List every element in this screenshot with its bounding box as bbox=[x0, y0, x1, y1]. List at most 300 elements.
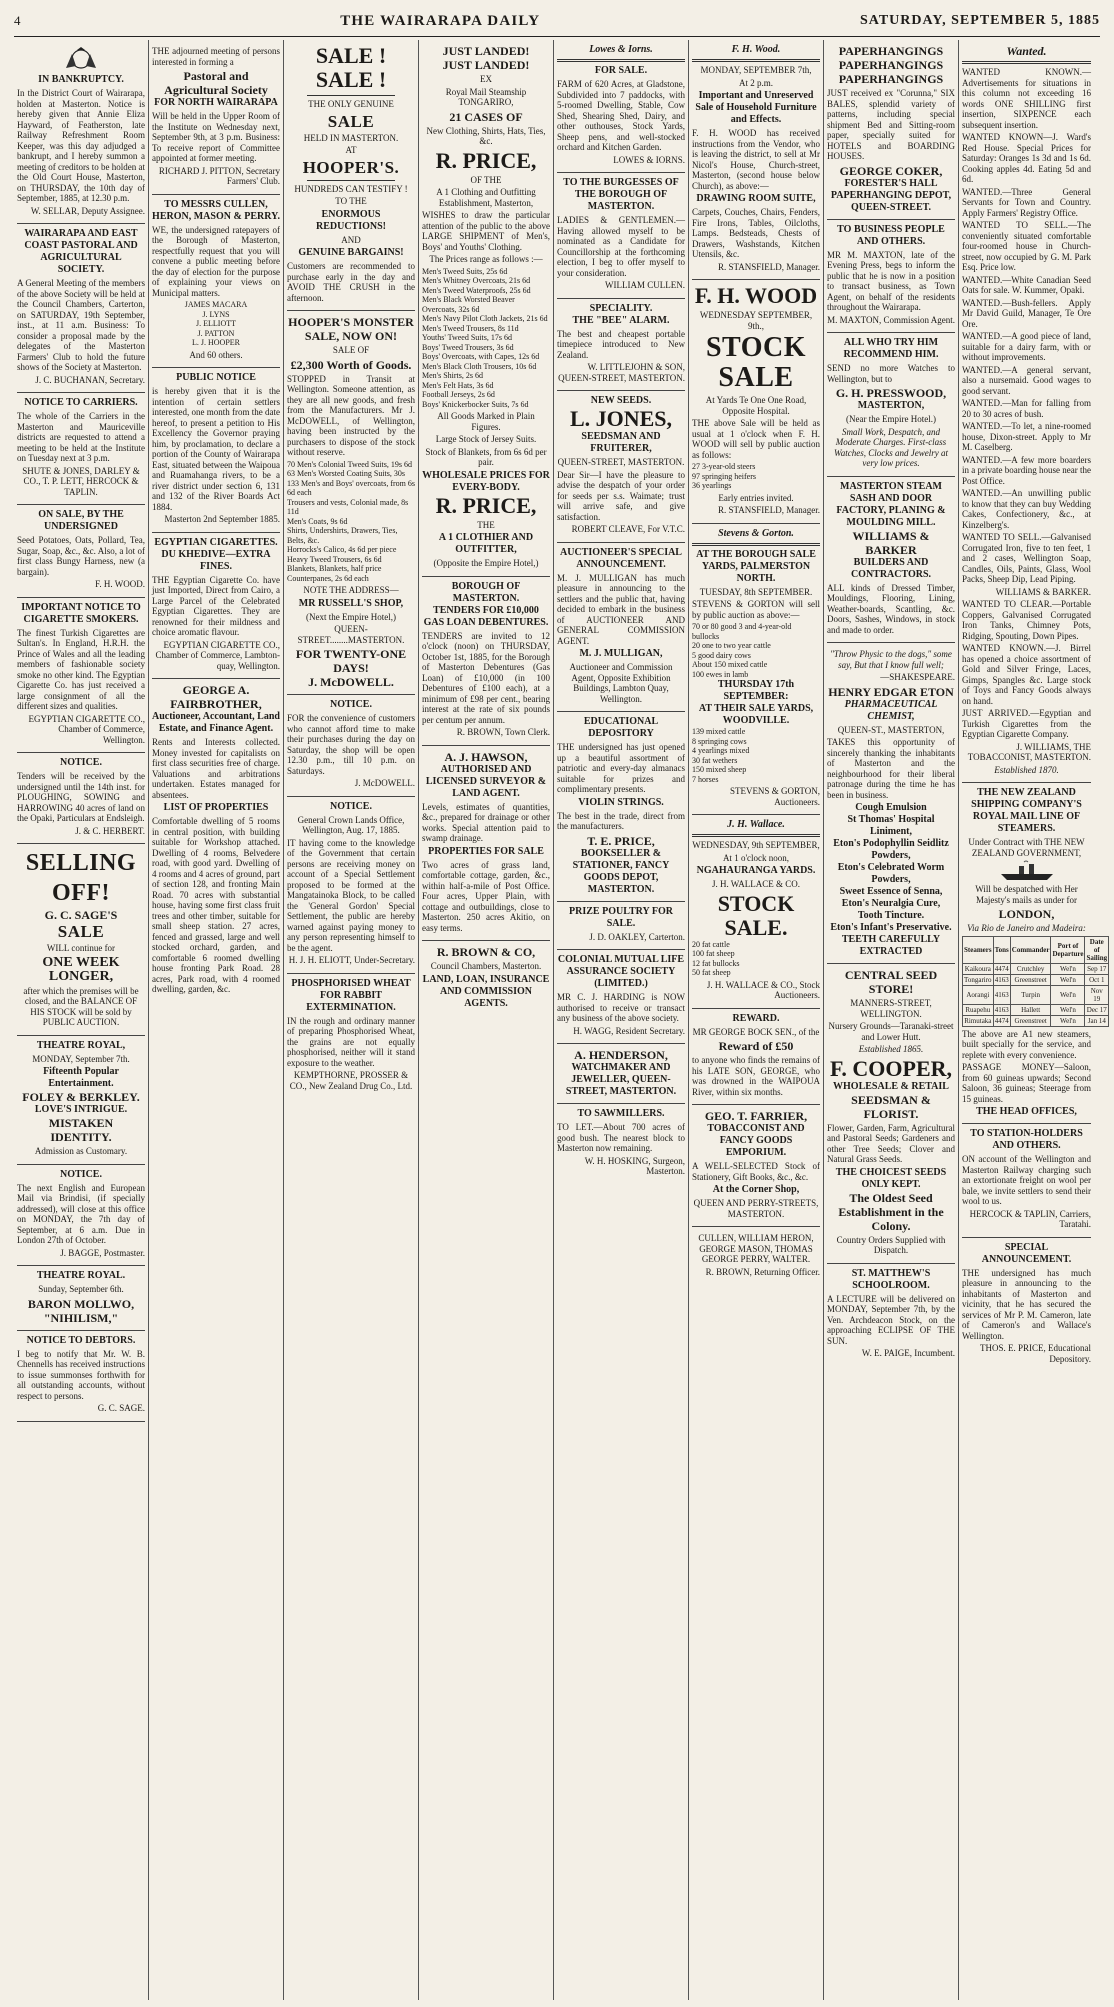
presswood-name: G. H. PRESSWOOD, bbox=[835, 386, 947, 400]
presswood-text: Small Work, Despatch, and Moderate Charges. First-class Watches, Clocks and Jewelry at very low prices. bbox=[834, 426, 948, 468]
price-item: Football Jerseys, 2s 6d bbox=[422, 390, 495, 399]
price-item: Men's Tweed Waterproofs, 25s 6d bbox=[422, 285, 531, 295]
price-item: Men's Felt Hats, 3s 6d bbox=[422, 380, 494, 390]
jhw-yards: NGAHAURANGA YARDS. bbox=[696, 865, 816, 876]
pastoral-title: WAIRARAPA AND EAST COAST PASTORAL AND AGRICULTURAL SOCIETY. bbox=[24, 228, 138, 275]
saw-text: TO LET.—About 700 acres of good bush. The nearest block to Masterton now remaining. bbox=[557, 1122, 685, 1153]
sg-firm: Stevens & Gorton. bbox=[718, 527, 794, 539]
jhw-stock: STOCK SALE. bbox=[717, 890, 795, 940]
edu-title: EDUCATIONAL DEPOSITORY bbox=[583, 716, 659, 739]
society-title: Pastoral and Agricultural Society bbox=[164, 69, 268, 97]
and-word: AND bbox=[341, 234, 361, 245]
sage-text: WILL continue for bbox=[46, 943, 116, 953]
theatre-title: THEATRE ROYAL, bbox=[36, 1039, 126, 1051]
established: Established 1870. bbox=[994, 764, 1059, 775]
sale-title: ON SALE, BY THE UNDERSIGNED bbox=[38, 509, 124, 532]
ploughing-title: NOTICE. bbox=[60, 757, 102, 768]
mail-notice bbox=[17, 1165, 145, 1267]
cell: Ruapehu bbox=[963, 1004, 994, 1015]
saw-sign: W. H. HOSKING, Surgeon, Masterton. bbox=[584, 1155, 685, 1176]
central-addr: MANNERS-STREET, WELLINGTON. bbox=[850, 998, 932, 1019]
firm-name: F. H. Wood. bbox=[731, 44, 781, 55]
room-text: Carpets, Couches, Chairs, Fenders, Fire Irons, Tables, Oilcloths, Lamps. Bedsteads, Chests of Drawers, Washstands, Kitchen Utensils, &c. bbox=[692, 207, 820, 259]
candidates: CULLEN, WILLIAM HERON, GEORGE MASON, THOMAS GEORGE PERRY, WALTER. bbox=[698, 1233, 814, 1264]
prices-title: The Prices range as follows :— bbox=[429, 254, 543, 264]
genuine-bargains: GENUINE BARGAINS! bbox=[298, 247, 404, 258]
cell: Tongariro bbox=[964, 975, 992, 984]
sale-time: At 2 p.m. bbox=[738, 77, 773, 88]
jhw-sign: J. H. WALLACE & CO., Stock Auctioneers. bbox=[706, 979, 820, 1000]
wanted-item: WANTED KNOWN.—Advertisements for situations in this column not exceeding 16 words ONE SHILLING first insertion, SIXPENCE each subsequent insertion. bbox=[962, 67, 1091, 130]
farm-text: FARM of 620 Acres, at Gladstone, Subdivided into 7 paddocks, with 5-roomed Dwelling, Stable, Cow Shed, Shearing Shed, Dairy, and other outhouses, Stock Yards, Sheep pens, and well-stocked orchard and Kitchen Garden. bbox=[557, 79, 685, 152]
queen-street: QUEEN-STREET........MASTERTON. bbox=[297, 624, 405, 645]
sg-item: 100 ewes in lamb bbox=[692, 669, 749, 679]
note-address: NOTE THE ADDRESS— bbox=[303, 585, 399, 595]
paper-3: PAPERHANGINGS bbox=[838, 72, 944, 86]
sg-thursday: THURSDAY 17th SEPTEMBER: bbox=[717, 679, 795, 702]
reward-ad bbox=[692, 1009, 820, 1106]
only-genuine: THE ONLY GENUINE bbox=[308, 99, 394, 109]
table-row bbox=[963, 974, 1109, 985]
borough-text: TENDERS are invited to 12 o'clock (noon) on THURSDAY, October 1st, 1885, for the Borough of Masterton Debentures (Gas Loan) of £10,000 (in 100 Debentures of £100 each), at a minimum of £98 per cent., bearing interest at the rate of six pounds per centum per annum. bbox=[422, 630, 550, 725]
jhw-item: 50 fat sheep bbox=[692, 968, 731, 977]
returning-officer: R. BROWN, Returning Officer. bbox=[705, 1266, 820, 1277]
price-item: Boys' Overcoats, with Capes, 12s 6d bbox=[422, 352, 540, 361]
presswood-town: MASTERTON, bbox=[857, 400, 925, 411]
just-landed-2: JUST LANDED! bbox=[442, 58, 530, 72]
crown-text: IT having come to the knowledge of the Government that certain persons are receiving money on account of a Special Settlement proposed to be formed at the Mangatainoka Block, to be called the 'General Gordon' Special Settlement, the public are hereby warned against paying money to any person representing himself to be the agent. bbox=[287, 837, 415, 953]
carriers-text: The whole of the Carriers in the Masterton and Mauriceville districts are requested to attend a meeting to be held at the Institute on Tuesday next at 3 p.m. bbox=[17, 411, 145, 463]
wheat-ad bbox=[287, 974, 415, 1099]
price-landed-ad bbox=[422, 40, 550, 577]
poultry-ad bbox=[557, 902, 685, 951]
saturday-sign: J. McDOWELL. bbox=[354, 778, 415, 788]
item: 70 Men's Colonial Tweed Suits, 19s 6d bbox=[287, 459, 412, 469]
selling-off-headline: SELLING OFF! bbox=[25, 850, 137, 906]
steamship: Royal Mail Steamship TONGARIRO, bbox=[445, 86, 527, 107]
senna: Sweet Essence of Senna, bbox=[839, 886, 943, 897]
jones-sign: ROBERT CLEAVE, For V.T.C. bbox=[571, 524, 685, 534]
egyptian-sign: EGYPTIAN CIGARETTE CO., Chamber of Commerce, Lambton-quay, Wellington. bbox=[155, 639, 280, 671]
henderson-sub: WATCHMAKER AND JEWELLER, QUEEN-STREET, MASTERTON. bbox=[565, 1062, 677, 1097]
society-intro: THE adjourned meeting of persons interested in forming a bbox=[152, 46, 280, 67]
edu-text: THE undersigned has just opened up a beautiful assortment of patriotic and every-day almanacs suitable for prizes and complimentary presents. bbox=[557, 742, 685, 794]
sg-title: AT THE BOROUGH SALE YARDS, PALMERSTON NORTH. bbox=[696, 548, 816, 584]
paper-text: JUST received ex "Corunna," SIX BALES, splendid variety of patterns, including special shipment Bed and Sitting-room paper, specially suited for HOTELS and BOARDING HOUSES. bbox=[827, 88, 955, 161]
jones-sub: SEEDSMAN AND FRUITERER, bbox=[581, 431, 661, 454]
monster-title: HOOPER'S MONSTER SALE, NOW ON! bbox=[288, 315, 414, 343]
monster-items bbox=[287, 460, 415, 584]
cell: Wel'n bbox=[1051, 1015, 1085, 1026]
mail-sign: J. BAGGE, Postmaster. bbox=[60, 1247, 145, 1258]
col-header: Commander bbox=[1010, 936, 1051, 963]
brown-co-land: LAND, LOAN, INSURANCE AND COMMISSION AGENTS. bbox=[422, 973, 550, 1009]
jersey: Large Stock of Jersey Suits. bbox=[435, 434, 537, 444]
sawmillers-ad bbox=[557, 1104, 685, 1184]
theatre-play2: MISTAKEN IDENTITY. bbox=[48, 1116, 114, 1144]
price-item: Men's Tweed Trousers, 8s 11d bbox=[422, 323, 519, 333]
steamship-icon bbox=[997, 860, 1057, 882]
stock-sale: STOCK SALE bbox=[705, 332, 807, 393]
wheat-sign: KEMPTHORNE, PROSSER & CO., New Zealand Drug Co., Ltd. bbox=[289, 1070, 413, 1091]
column-4 bbox=[419, 40, 554, 2000]
sg-item: 150 mixed sheep bbox=[692, 765, 747, 774]
eton-addr: QUEEN-ST., MASTERTON, bbox=[837, 724, 945, 735]
crown-sub: General Crown Lands Office, Wellington, Aug. 17, 1885. bbox=[297, 814, 405, 835]
theatre2-sub: "NIHILISM," bbox=[43, 1310, 119, 1325]
cooper-ad bbox=[827, 964, 955, 1264]
item: Horrocks's Calico, 4s 6d per piece bbox=[287, 545, 397, 554]
held-in: HELD IN MASTERTON. bbox=[303, 132, 399, 143]
cell: 4163 bbox=[994, 1005, 1009, 1014]
jones-name: L. JONES, bbox=[569, 406, 673, 431]
hawson-name: A. J. HAWSON, bbox=[444, 749, 528, 764]
sg-sign: STEVENS & GORTON, Auctioneers. bbox=[729, 786, 820, 807]
stock-note: Early entries invited. bbox=[718, 492, 794, 503]
cell: 4163 bbox=[993, 985, 1010, 1004]
cell: Wel'n bbox=[1051, 963, 1085, 974]
col-header: Steamers bbox=[963, 936, 994, 963]
sg-item: 5 good dairy cows bbox=[692, 650, 751, 660]
mutual-title: COLONIAL MUTUAL LIFE ASSURANCE SOCIETY (LIMITED.) bbox=[557, 954, 685, 989]
reward-amount: Reward of £50 bbox=[718, 1039, 794, 1053]
jhw-at: At 1 o'clock noon, bbox=[722, 852, 790, 863]
central-title: CENTRAL SEED STORE! bbox=[844, 968, 938, 996]
mutual-ad bbox=[557, 950, 685, 1044]
theatre-play: LOVE'S INTRIGUE. bbox=[34, 1104, 128, 1115]
corner-shop: At the Corner Shop, bbox=[712, 1184, 800, 1195]
fairbrother-text: Rents and Interests collected. Money invested for capitalists on first class securities free of charge. Valuations and arbitrations undertaken. Estates managed for absentees. bbox=[152, 737, 280, 800]
cigarette-text: The finest Turkish Cigarettes are Sultan's. In England, H.R.H. the Prince of Wales and all the leading members of fashionable society smoke no other kind. The Egyptian Cigarette Co. has just received a large consignment of all the different sizes and qualities. bbox=[17, 627, 145, 711]
mail-title: NOTICE. bbox=[60, 1168, 102, 1180]
farrier-sub: TOBACCONIST AND FANCY GOODS EMPORIUM. bbox=[707, 1123, 805, 1158]
stock-sign: R. STANSFIELD, Manager. bbox=[717, 505, 820, 515]
special-ad bbox=[962, 1238, 1091, 1372]
farm-sign: LOWES & IORNS. bbox=[613, 154, 685, 165]
jhw-item: 100 fat sheep bbox=[692, 949, 735, 958]
new-seeds: NEW SEEDS. bbox=[590, 395, 652, 406]
column-2 bbox=[149, 40, 284, 2000]
goods-worth: £2,300 Worth of Goods. bbox=[290, 357, 412, 372]
public-text: is hereby given that it is the intention of certain settlers interested, one month from the date hereof, to present a petition to His Excellency the Governor praying him, by proclamation, to declare a portion of the County of Wairarapa East, situated between the Waipoua and Ruamahanga rivers, to be a river district under section 6, 131 and 132 of the River Boards Act 1884. bbox=[152, 386, 280, 512]
cell: 4474 bbox=[994, 964, 1009, 973]
crown-title: NOTICE. bbox=[330, 800, 372, 812]
signer: J. PATTON bbox=[197, 328, 235, 338]
quote: "Throw Physic to the dogs," some say, But that I know full well; bbox=[830, 649, 952, 670]
wholesale: WHOLESALE PRICES FOR EVERY-BODY. bbox=[422, 469, 550, 493]
marked: All Goods Marked in Plain Figures. bbox=[437, 411, 535, 432]
debtors-text: I beg to notify that Mr. W. B. Chennells has received instructions to issue summonses forthwith for all outstanding accounts, without respect to persons. bbox=[17, 1348, 145, 1401]
col-header: Date of Sailing bbox=[1086, 937, 1108, 962]
ploughing-sign: J. & C. HERBERT. bbox=[75, 825, 145, 836]
price-item: Men's Black Worsted Beaver Overcoats, 32s 6d bbox=[422, 295, 515, 314]
egyptian-text: THE Egyptian Cigarette Co. have just Imported, Direct from Cairo, a Large Parcel of the Celebrated Egyptian Cigarettes. They are renowned for their mildness and choice aromatic flavour. bbox=[152, 574, 280, 637]
price-item: Men's Whitney Overcoats, 21s 6d bbox=[422, 276, 531, 285]
theatre-admission: Admission as Customary. bbox=[34, 1146, 128, 1156]
society-ad bbox=[152, 40, 280, 195]
sale-text: Seed Potatoes, Oats, Pollard, Tea, Sugar, Soap, &c., &c. Also, a lot of first class Bungy Harness, new (a bargain). bbox=[17, 535, 145, 577]
violin-text: The best in the trade, direct from the manufacturers. bbox=[557, 810, 685, 831]
paperhangings-ad bbox=[827, 40, 955, 220]
russell-shop: MR RUSSELL'S SHOP, bbox=[298, 597, 404, 609]
lecture-sign: W. E. PAIGE, Incumbent. bbox=[861, 1348, 955, 1358]
theatre2-ad bbox=[17, 1266, 145, 1331]
item: 63 Men's Worsted Coating Suits, 30s bbox=[287, 469, 405, 478]
reward-name: MR GEORGE BOCK SEN., of the bbox=[692, 1026, 820, 1037]
burgesses-title: TO THE BURGESSES OF THE BOROUGH OF MASTERTON. bbox=[563, 177, 679, 212]
col-header: Tons bbox=[993, 936, 1010, 963]
alarm-ad bbox=[557, 299, 685, 392]
sale-of: SALE OF bbox=[332, 345, 370, 355]
liniment: St Thomas' Hospital Liniment, bbox=[847, 814, 935, 837]
nzship-sub: Under Contract with THE NEW ZEALAND GOVERNMENT, bbox=[968, 837, 1085, 858]
wanted-item: WANTED TO CLEAR.—Portable Coppers, Galvanised Corrugated Iron Tanks, Chimney Pots, Ridging, Spouting, Down Pipes. bbox=[962, 599, 1091, 641]
auctioneer-title: AUCTIONEER'S SPECIAL ANNOUNCEMENT. bbox=[560, 546, 682, 570]
sage-name: G. C. SAGE'S bbox=[44, 908, 118, 922]
cigarette-title: IMPORTANT NOTICE TO CIGARETTE SMOKERS. bbox=[21, 601, 141, 625]
wanted-item: WANTED TO SELL.—Galvanised Corrugated Iron, five to ten feet, 1 and 2 cases, Wellington Soap, Candles, Oils, Paints, Glass, Wool Packs, Sheep Dip, Lead Piping. bbox=[962, 532, 1091, 584]
public-notice bbox=[152, 368, 280, 533]
brown-co-sub: Council Chambers, Masterton. bbox=[430, 961, 542, 971]
wishes-text: WISHES to draw the particular attention of the public to the above LARGE SHIPMENT of Men's, Boys' and Youths' Clothing. bbox=[422, 210, 550, 252]
wheat-text: IN the rough and ordinary manner of preparing Phosphorised Wheat, the grains are not equally phosphorised, neither will it stand exposure to the weather. bbox=[287, 1015, 415, 1068]
wheat-title: PHOSPHORISED WHEAT FOR RABBIT EXTERMINATION. bbox=[291, 977, 411, 1013]
brown-co-name: R. BROWN & CO, bbox=[436, 945, 536, 959]
hundreds: HUNDREDS CAN TESTIFY ! bbox=[294, 183, 408, 194]
cell: Dec 17 bbox=[1086, 1005, 1107, 1014]
egyptian-sub: DU KHEDIVE—EXTRA FINES. bbox=[161, 548, 271, 572]
poultry-sign: J. D. OAKLEY, Carterton. bbox=[589, 931, 685, 942]
mcdowell-name: J. McDOWELL. bbox=[308, 675, 394, 689]
item: Shirts, Undershirts, Drawers, Ties, Belts, &c. bbox=[287, 526, 398, 545]
twenty-one-days: FOR TWENTY-ONE DAYS! bbox=[295, 647, 407, 675]
cooper-title: SEEDSMAN & FLORIST. bbox=[851, 1092, 931, 1121]
jhw-item: 12 fat bullocks bbox=[692, 958, 740, 968]
cell: Greenstreet bbox=[1010, 1015, 1051, 1026]
shipping-ad bbox=[962, 783, 1108, 1124]
special-text: THE undersigned has much pleasure in announcing to the inhabitants of Masterton and vicinity, that he has secured the services of Mr P. M. Cameron, late of Cameron's and Wallace's Wellington. bbox=[962, 1267, 1091, 1341]
public-title: PUBLIC NOTICE bbox=[176, 372, 256, 383]
pastoral-sign: J. C. BUCHANAN, Secretary. bbox=[35, 374, 145, 385]
sale-notice bbox=[17, 505, 145, 598]
cell: Hallett bbox=[1010, 1004, 1051, 1015]
cell: 4474 bbox=[994, 1016, 1009, 1025]
drawing-room: DRAWING ROOM SUITE, bbox=[696, 193, 816, 204]
nz-text2: The above are A1 new steamers, built specially for the service, and replete with every convenience. bbox=[962, 1028, 1091, 1060]
monster-body: STOPPED in Transit at Wellington. Someone attention, as they are all new goods, and fresh from the Manufacturers. Mr J. McDOWELL, of Wellington, having been instructed by the purchasers to dispose of the stock without reserve. bbox=[287, 373, 415, 457]
jhw-sell: J. H. WALLACE & CO. bbox=[711, 879, 801, 889]
requisition-text: WE, the undersigned ratepayers of the Borough of Masterton, respectfully request that you will convene a public meeting before the day of election for the purpose of explaining your views on Municipal matters. bbox=[152, 224, 280, 298]
royal-arms-icon bbox=[62, 46, 100, 72]
signers-more: And 60 others. bbox=[189, 349, 243, 360]
cases: 21 CASES OF bbox=[449, 109, 523, 124]
mulligan-text: M. J. MULLIGAN has much pleasure in announcing to the settlers and the public that, having decided to embark in the business of AUCTIONEER AND GENERAL COMMISSION AGENT. bbox=[557, 572, 685, 646]
society-body: Will be held in the Upper Room of the Institute on Wednesday next, September 9th, at 3 p.m. Business: To receive report of Committee appointed at former meeting. bbox=[152, 111, 280, 163]
wanted-item: WANTED.—White Canadian Seed Oats for sale. W. Kummer, Opaki. bbox=[962, 274, 1091, 295]
cough: Cough Emulsion bbox=[855, 802, 927, 813]
cell: Turpin bbox=[1010, 985, 1051, 1004]
henderson-name: A. HENDERSON, bbox=[574, 1048, 668, 1062]
sage-sale: SALE bbox=[57, 922, 105, 941]
borough-sub: TENDERS FOR £10,000 GAS LOAN DEBENTURES. bbox=[423, 604, 549, 628]
reward-text: to anyone who finds the remains of his LATE SON, GEORGE, who was drowned in the WAIPOUA River, within six months. bbox=[692, 1055, 820, 1097]
wanted-item: WANTED.—Three General Servants for Town and Country. Apply Farmers' Registry Office. bbox=[962, 186, 1091, 218]
stations-ad bbox=[962, 1124, 1091, 1238]
just-landed: JUST LANDED! bbox=[442, 44, 530, 58]
sg-item: 139 mixed cattle bbox=[692, 727, 746, 736]
monster-sale-ad bbox=[287, 311, 415, 695]
furniture-title: Important and Unreserved Sale of Household Furniture and Effects. bbox=[695, 90, 817, 125]
column-7 bbox=[824, 40, 959, 2000]
signer: L. J. HOOPER bbox=[191, 338, 240, 347]
price-item: Men's Black Cloth Trousers, 10s 6d bbox=[422, 361, 537, 371]
cell: Greenstreet bbox=[1010, 974, 1051, 985]
fairbrother-name: GEORGE A. FAIRBROTHER, bbox=[170, 683, 262, 711]
cell: Aorangi bbox=[963, 985, 994, 1004]
jhw-date: WEDNESDAY, 9th SEPTEMBER, bbox=[692, 840, 820, 850]
jhw-list bbox=[692, 940, 820, 978]
mutual-sign: H. WAGG, Resident Secretary. bbox=[573, 1025, 685, 1036]
for-sale: FOR SALE. bbox=[594, 65, 648, 76]
item: Men's Coats, 9s 6d bbox=[287, 516, 348, 526]
monday-date: MONDAY, SEPTEMBER 7th, bbox=[700, 65, 812, 75]
of-the: OF THE bbox=[470, 174, 502, 185]
public-date: Masterton 2nd September 1885. bbox=[164, 514, 280, 524]
coker-name: GEORGE COKER, bbox=[839, 163, 943, 178]
properties-title: LIST OF PROPERTIES bbox=[163, 802, 269, 813]
stock-item: 36 yearlings bbox=[692, 481, 732, 490]
quote-sign: —SHAKESPEARE. bbox=[880, 672, 955, 682]
mulligan-sub: Auctioneer and Commission Agent, Opposite Exhibition Buildings, Lambton Quay, Wellington. bbox=[569, 662, 673, 704]
fairbrother-title: Auctioneer, Accountant, Land Estate, and Finance Agent. bbox=[152, 711, 280, 734]
wb-name: WILLIAMS & BARKER bbox=[852, 528, 930, 557]
crown-sign: H. J. H. ELIOTT, Under-Secretary. bbox=[288, 955, 415, 965]
bankruptcy-notice bbox=[17, 40, 145, 224]
farrier-ad bbox=[692, 1105, 820, 1227]
eton-sub: PHARMACEUTICAL CHEMIST, bbox=[844, 698, 938, 722]
brown-co-ad bbox=[422, 941, 550, 1015]
cell: Jan 14 bbox=[1085, 1015, 1109, 1026]
signer: J. ELLIOTT bbox=[196, 319, 236, 328]
wanted-item: WANTED TO SELL.—The conveniently situated comfortable four-roomed house in Church-street, now occupied by G. M. Park Esq. Price low. bbox=[962, 220, 1091, 272]
sg-item: 7 horses bbox=[692, 774, 719, 784]
williams-barker-ad bbox=[827, 477, 955, 644]
mulligan-ad bbox=[557, 543, 685, 713]
sg-yards: AT THEIR SALE YARDS, WOODVILLE. bbox=[698, 703, 814, 726]
cell: Wel'n bbox=[1051, 985, 1085, 1004]
choicest: THE CHOICEST SEEDS ONLY KEPT. bbox=[835, 1166, 947, 1190]
wb-text: ALL kinds of Dressed Timber, Mouldings, Flooring, Lining, Weather-boards, Scantling, &c. Doors, Sashes, Windows, in stock and made to order. bbox=[827, 582, 955, 635]
jones-text: Dear Sir—I have the pleasure to advise the despatch of your order for seeds per s.s. Waimate; trust will arrive safe, and give satisfaction. bbox=[557, 469, 685, 522]
a1-clothing: A 1 Clothing and Outfitting Establishment, Masterton, bbox=[436, 187, 536, 208]
saturday-notice bbox=[287, 695, 415, 797]
customers-note: Customers are recommended to purchase early in the day and AVOID THE CRUSH in the afternoon. bbox=[287, 261, 415, 303]
te-price-sub: BOOKSELLER & STATIONER, FANCY GOODS DEPOT, MASTERTON. bbox=[572, 847, 670, 895]
central-sub: Nursery Grounds—Taranaki-street and Lower Hutt. bbox=[828, 1021, 954, 1042]
stock-list bbox=[692, 462, 820, 491]
mutual-text: MR C. J. HARDING is NOW authorised to receive or transact any business of the above society. bbox=[557, 992, 685, 1023]
egyptian-ad bbox=[152, 533, 280, 680]
item: Blankets, Blankets, half price bbox=[287, 564, 382, 573]
borough-title: BOROUGH OF MASTERTON. bbox=[451, 580, 521, 604]
sg-list-2 bbox=[692, 727, 820, 784]
bankruptcy-title: IN BANKRUPTCY. bbox=[38, 74, 124, 85]
paper-2: PAPERHANGINGS bbox=[838, 58, 944, 72]
stmatthews: ST. MATTHEW'S SCHOOLROOM. bbox=[851, 1267, 931, 1291]
cell: Sep 17 bbox=[1085, 963, 1109, 974]
price-item: Boys' Tweed Trousers, 3s 6d bbox=[422, 342, 514, 352]
issue-date: SATURDAY, SEPTEMBER 5, 1885 bbox=[859, 13, 1100, 28]
wanted-item: WANTED KNOWN—J. Ward's Red House. Special Prices for Saturday: Oranges 1s 3d and 1s 6d. Cooking apples 4d. Eating 5d and 6d. bbox=[962, 132, 1091, 184]
sale-headline: SALE ! SALE ! bbox=[315, 43, 387, 92]
furniture-text: F. H. WOOD has received instructions from the Vendor, who is leaving the district, to sell at Mr Nicol's House, Church-street, Masterton, (second house below Church), as above:— bbox=[692, 128, 820, 191]
sg-list bbox=[692, 622, 820, 679]
masthead bbox=[14, 6, 1100, 37]
cigarette-notice bbox=[17, 598, 145, 754]
cell: Wel'n bbox=[1051, 1004, 1085, 1015]
stevens-gorton-ad bbox=[692, 524, 820, 816]
arrived-text: JUST ARRIVED.—Egyptian and Turkish Cigarettes from the Egyptian Cigarette Company. bbox=[962, 708, 1091, 739]
wanted-item: WANTED.—An unwilling public to know that they can buy Wedding Cakes, Confectionery, &c., at Kinzelberg's. bbox=[962, 488, 1091, 530]
sale-sign: F. H. WOOD. bbox=[95, 579, 145, 589]
sale-word: SALE bbox=[327, 111, 375, 131]
cigarette-sign: EGYPTIAN CIGARETTE CO., Chamber of Commerce, Wellington. bbox=[28, 713, 145, 745]
column-5 bbox=[554, 40, 689, 2000]
theatre-ad bbox=[17, 1036, 145, 1165]
sg-text: STEVENS & GORTON will sell by public auction as above:— bbox=[692, 599, 820, 620]
crown-lands-notice bbox=[287, 797, 415, 974]
cell: Crutchley bbox=[1010, 963, 1051, 974]
sg-item: 8 springing cows bbox=[692, 736, 747, 746]
stock-sub: At Yards Te One One Road, Opposite Hospital. bbox=[705, 395, 807, 416]
eton-ad bbox=[827, 643, 955, 964]
hawson-ad bbox=[422, 746, 550, 942]
wanted-item: WANTED.—A general servant, also a nursemaid. Good wages to good servant. bbox=[962, 364, 1091, 396]
seidlitz: Eton's Podophyllin Seidlitz Powders, bbox=[833, 838, 949, 861]
cell: Wel'n bbox=[1051, 974, 1085, 985]
blankets: Stock of Blankets, from 6s 6d per pair. bbox=[425, 446, 547, 467]
oldest: The Oldest Seed Establishment in the Colony. bbox=[838, 1190, 944, 1233]
debtors-sign: G. C. SAGE. bbox=[97, 1403, 145, 1413]
wanted-item: WANTED.—To let, a nine-roomed house, Dixon-street. Apply to Mr M. Caselberg. bbox=[962, 421, 1091, 452]
price-item: Boys' Knickerbocker Suits, 7s 6d bbox=[422, 399, 529, 409]
poultry-title: PRIZE POULTRY FOR SALE. bbox=[569, 905, 673, 929]
arrived-sign: J. WILLIAMS, THE TOBACCONIST, MASTERTON. bbox=[967, 741, 1091, 762]
burgesses-sign: WILLIAM CULLEN. bbox=[605, 280, 685, 290]
mail-text: The next English and European Mail via Brindisi, (if specially addressed), will close at this office on MONDAY, the 7th day of September, at 6 a.m. Due in London 27th of October. bbox=[17, 1182, 145, 1245]
carriers-title: NOTICE TO CARRIERS. bbox=[24, 397, 138, 408]
table-header bbox=[963, 936, 1109, 963]
ploughing-notice bbox=[17, 753, 145, 844]
mulligan-sign: M. J. MULLIGAN, bbox=[579, 648, 663, 659]
price-name: R. PRICE, bbox=[435, 147, 537, 173]
ploughing-text: Tenders will be received by the undersigned until the 14th inst. for PLOUGHING, SOWING and HARROWING 40 acres of land on the Opaki, Particulars at Endsleigh. bbox=[17, 771, 145, 823]
fh-wood: F. H. WOOD bbox=[694, 283, 818, 308]
cell: 4163 bbox=[994, 975, 1009, 984]
table-row bbox=[963, 1004, 1109, 1015]
teeth: TEETH CAREFULLY EXTRACTED bbox=[841, 934, 941, 957]
bee-alarm: THE "BEE" ALARM. bbox=[572, 314, 670, 326]
column-3 bbox=[284, 40, 419, 2000]
wanted-sign: WILLIAMS & BARKER. bbox=[995, 586, 1091, 597]
wanted-item: WANTED KNOWN.—J. Birrel has opened a choice assortment of Gold and Silver Fringe, Laces, Gimps, Spangles &c. Large stock of Toys and Fancy Goods always on hand. bbox=[962, 643, 1091, 706]
saturday-title: NOTICE. bbox=[330, 699, 372, 710]
theatre-act: FOLEY & BERKLEY. bbox=[22, 1090, 140, 1104]
te-price-name: T. E. PRICE, bbox=[587, 833, 655, 848]
properties-title: PROPERTIES FOR SALE bbox=[428, 845, 544, 857]
signer: JAMES MACARA bbox=[184, 300, 248, 309]
maxton-text: MR M. MAXTON, late of the Evening Press, begs to inform the public that he is now in a position to transact business, as Town Agent, on behalf of the residents throughout the Wairarapa. bbox=[827, 249, 955, 312]
